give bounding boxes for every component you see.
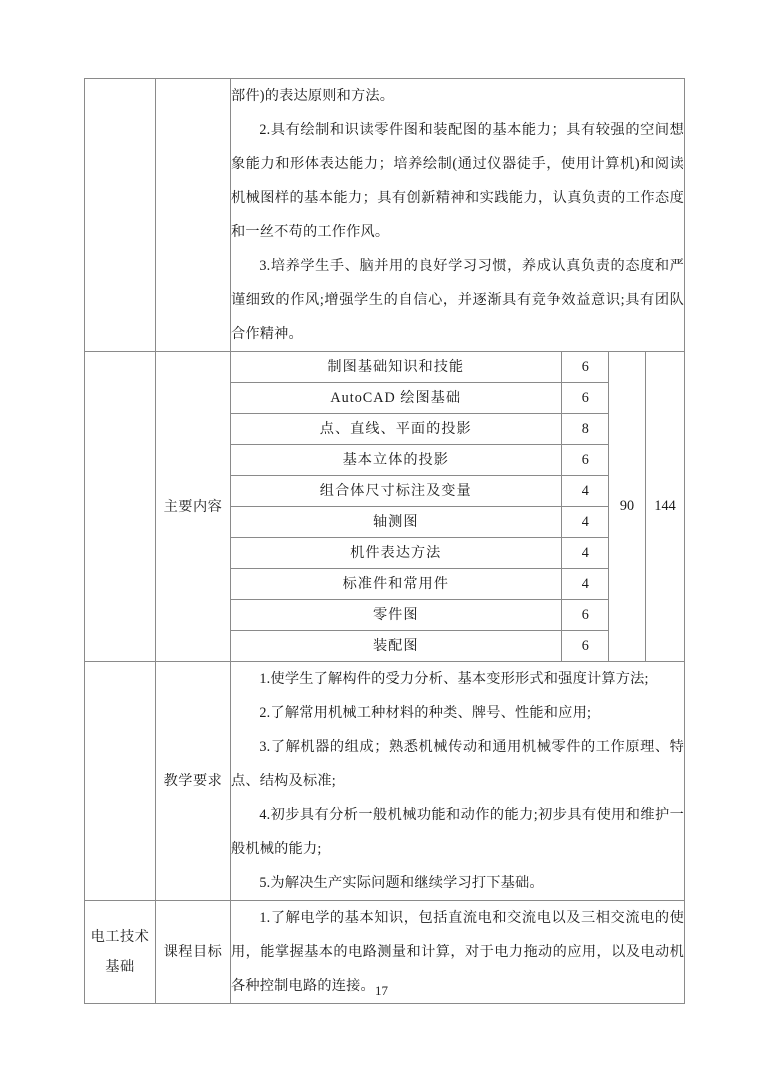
table-row-main-content	[85, 352, 685, 662]
aspect-label-course-objective: 课程目标	[156, 901, 231, 1004]
topic-name: AutoCAD 绘图基础	[231, 383, 561, 414]
topic-hours: 6	[581, 638, 589, 654]
topic-hours: 6	[561, 352, 609, 383]
page-number: 17	[375, 983, 388, 998]
topic-row-7	[231, 569, 609, 600]
electrical-paragraph-0: 1.了解电学的基本知识，包括直流电和交流电以及三相交流电的使用，能掌握基本的电路测量和计算，对于电力拖动的应用，以及电动机各种控制电路的连接。	[231, 910, 685, 994]
course-name-cell-continued	[85, 79, 156, 352]
topic-hours: 8	[561, 414, 609, 445]
topic-name: 标准件和常用件	[231, 569, 561, 600]
curriculum-table	[84, 78, 685, 1004]
topic-row-5	[231, 507, 609, 538]
topic-hours-table	[231, 352, 609, 661]
course-name-cell-spacer	[85, 352, 156, 662]
aspect-label-teaching-requirements: 教学要求	[156, 662, 231, 901]
topic-name: 零件图	[231, 600, 561, 631]
total-hours-cell: 144	[646, 352, 685, 662]
topic-list-cell	[231, 352, 609, 662]
course-name-cell-spacer-2	[85, 662, 156, 901]
topic-hours: 4	[561, 569, 609, 600]
table-row-teaching-requirements	[85, 662, 685, 901]
topic-hours: 4	[561, 507, 609, 538]
topic-hours: 6	[561, 383, 609, 414]
topic-hours: 4	[561, 538, 609, 569]
topic-row-1	[231, 383, 609, 414]
topic-row-0	[231, 352, 609, 383]
requirement-paragraph-4: 5.为解决生产实际问题和继续学习打下基础。	[259, 875, 544, 891]
aspect-label-cell-continued	[156, 79, 231, 352]
topic-row-2	[231, 414, 609, 445]
topic-name: 点、直线、平面的投影	[231, 414, 561, 445]
table-row-objectives	[85, 79, 685, 352]
objective-paragraph-1: 2.具有绘制和识读零件图和装配图的基本能力；具有较强的空间想象能力和形体表达能力；培养绘制(通过仪器徒手，使用计算机)和阅读机械图样的基本能力；具有创新精神和实践能力，认真负责的工作态度和一丝不苟的工作作风。	[231, 122, 685, 240]
topic-name: 装配图	[231, 631, 561, 662]
requirement-paragraph-2: 3.了解机器的组成；熟悉机械传动和通用机械零件的工作原理、特点、结构及标准;	[231, 739, 685, 789]
requirement-paragraph-0: 1.使学生了解构件的受力分析、基本变形形式和强度计算方法;	[259, 671, 649, 687]
topic-row-4	[231, 476, 609, 507]
topic-name: 轴测图	[231, 507, 561, 538]
topic-name: 组合体尺寸标注及变量	[231, 476, 561, 507]
topic-name: 制图基础知识和技能	[231, 352, 561, 383]
topic-hours: 4	[561, 476, 609, 507]
aspect-label-main-content: 主要内容	[156, 352, 231, 662]
topic-row-9	[231, 631, 609, 662]
teaching-requirements-text-cell	[231, 662, 685, 901]
topic-row-3	[231, 445, 609, 476]
course-name-electrical: 电工技术基础	[85, 901, 156, 1004]
topic-hours: 6	[561, 600, 609, 631]
objective-paragraph-2: 3.培养学生手、脑并用的良好学习习惯，养成认真负责的态度和严谨细致的作风;增强学生的自信心，并逐渐具有竞争效益意识;具有团队合作精神。	[231, 258, 685, 342]
topic-name: 基本立体的投影	[231, 445, 561, 476]
topic-row-6	[231, 538, 609, 569]
topic-name: 机件表达方法	[231, 538, 561, 569]
requirement-paragraph-1: 2.了解常用机械工种材料的种类、牌号、性能和应用;	[259, 705, 592, 721]
objectives-text-cell	[231, 79, 685, 352]
objective-paragraph-0: 部件)的表达原则和方法。	[231, 88, 395, 104]
topic-hours: 6	[561, 445, 609, 476]
requirement-paragraph-3: 4.初步具有分析一般机械功能和动作的能力;初步具有使用和维护一般机械的能力;	[231, 807, 685, 857]
topic-row-8	[231, 600, 609, 631]
subtotal-hours-cell: 90	[609, 352, 646, 662]
